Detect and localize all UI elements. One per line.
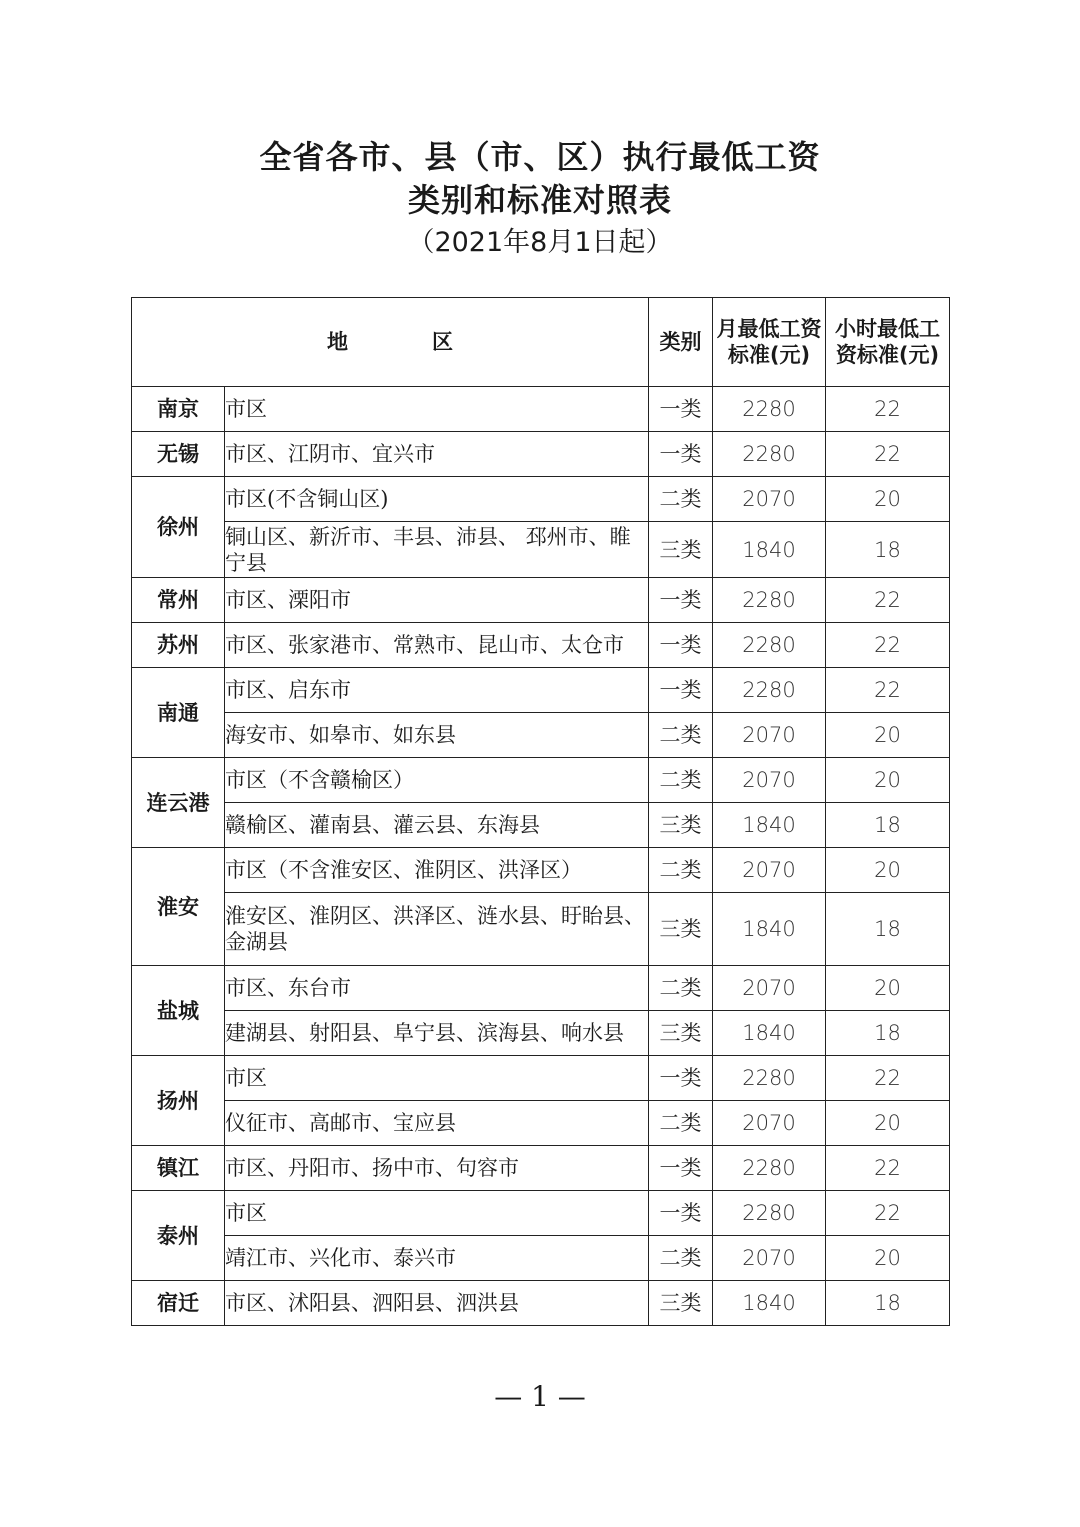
category-cell: 二类 (649, 966, 713, 1011)
category-cell: 三类 (649, 803, 713, 848)
area-cell: 市区（不含淮安区、淮阴区、洪泽区） (225, 848, 649, 893)
hourly-wage-cell: 22 (826, 432, 950, 477)
hourly-wage-cell: 18 (826, 1011, 950, 1056)
monthly-wage-cell: 2070 (713, 848, 826, 893)
hourly-wage-cell: 22 (826, 387, 950, 432)
area-cell: 海安市、如皋市、如东县 (225, 713, 649, 758)
monthly-wage-cell: 2070 (713, 966, 826, 1011)
monthly-wage-cell: 1840 (713, 893, 826, 966)
table-row (132, 1011, 950, 1056)
area-cell: 市区、丹阳市、扬中市、句容市 (225, 1146, 649, 1191)
monthly-wage-cell: 1840 (713, 803, 826, 848)
monthly-wage-cell: 2280 (713, 668, 826, 713)
category-cell: 二类 (649, 1236, 713, 1281)
area-cell: 仪征市、高邮市、宝应县 (225, 1101, 649, 1146)
document-title-line-1: 全省各市、县（市、区）执行最低工资 (259, 138, 821, 176)
monthly-wage-cell: 1840 (713, 1281, 826, 1326)
table-header-row (132, 298, 950, 387)
table-row (132, 758, 950, 803)
table-row (132, 522, 950, 578)
table-row (132, 387, 950, 432)
category-cell: 一类 (649, 578, 713, 623)
area-cell: 市区、沭阳县、泗阳县、泗洪县 (225, 1281, 649, 1326)
hourly-wage-cell: 18 (826, 893, 950, 966)
area-cell: 淮安区、淮阴区、洪泽区、涟水县、盱眙县、金湖县 (225, 893, 649, 966)
table-row (132, 713, 950, 758)
header-category: 类别 (649, 298, 713, 387)
table-row (132, 803, 950, 848)
hourly-wage-cell: 22 (826, 1056, 950, 1101)
hourly-wage-cell: 18 (826, 803, 950, 848)
monthly-wage-cell: 1840 (713, 522, 826, 578)
city-name-cell: 盐城 (132, 966, 225, 1056)
category-cell: 二类 (649, 1101, 713, 1146)
table-row (132, 1101, 950, 1146)
hourly-wage-cell: 20 (826, 713, 950, 758)
area-cell: 市区(不含铜山区) (225, 477, 649, 522)
hourly-wage-cell: 22 (826, 578, 950, 623)
category-cell: 三类 (649, 1281, 713, 1326)
table-row (132, 578, 950, 623)
monthly-wage-cell: 2070 (713, 758, 826, 803)
table-row (132, 1056, 950, 1101)
category-cell: 三类 (649, 522, 713, 578)
hourly-wage-cell: 18 (826, 522, 950, 578)
city-name-cell: 徐州 (132, 477, 225, 578)
document-title-line-2: 类别和标准对照表 (407, 181, 672, 219)
monthly-wage-cell: 2070 (713, 1236, 826, 1281)
city-name-cell: 宿迁 (132, 1281, 225, 1326)
monthly-wage-cell: 2280 (713, 1191, 826, 1236)
table-row (132, 1281, 950, 1326)
monthly-wage-cell: 2280 (713, 432, 826, 477)
category-cell: 一类 (649, 387, 713, 432)
document-effective-date: （2021年8月1日起） (407, 227, 673, 258)
table-row (132, 477, 950, 522)
table-row (132, 893, 950, 966)
city-name-cell: 无锡 (132, 432, 225, 477)
category-cell: 一类 (649, 1146, 713, 1191)
category-cell: 三类 (649, 1011, 713, 1056)
area-cell: 市区（不含赣榆区） (225, 758, 649, 803)
hourly-wage-cell: 22 (826, 1146, 950, 1191)
hourly-wage-cell: 18 (826, 1281, 950, 1326)
hourly-wage-cell: 20 (826, 1101, 950, 1146)
city-name-cell: 镇江 (132, 1146, 225, 1191)
category-cell: 一类 (649, 432, 713, 477)
hourly-wage-cell: 22 (826, 623, 950, 668)
area-cell: 市区、溧阳市 (225, 578, 649, 623)
area-cell: 市区 (225, 387, 649, 432)
monthly-wage-cell: 2280 (713, 1146, 826, 1191)
area-cell: 市区 (225, 1056, 649, 1101)
monthly-wage-cell: 2280 (713, 1056, 826, 1101)
hourly-wage-cell: 22 (826, 1191, 950, 1236)
city-name-cell: 泰州 (132, 1191, 225, 1281)
minimum-wage-table (131, 297, 950, 1326)
table-row (132, 668, 950, 713)
city-name-cell: 淮安 (132, 848, 225, 966)
monthly-wage-cell: 2070 (713, 713, 826, 758)
hourly-wage-cell: 20 (826, 758, 950, 803)
header-area: 地 区 (132, 298, 649, 387)
table-row (132, 432, 950, 477)
category-cell: 二类 (649, 758, 713, 803)
page-number: — 1 — (494, 1380, 586, 1413)
monthly-wage-cell: 1840 (713, 1011, 826, 1056)
city-name-cell: 连云港 (132, 758, 225, 848)
table-row (132, 966, 950, 1011)
area-cell: 市区、东台市 (225, 966, 649, 1011)
hourly-wage-cell: 22 (826, 668, 950, 713)
table-row (132, 1146, 950, 1191)
category-cell: 二类 (649, 713, 713, 758)
category-cell: 三类 (649, 893, 713, 966)
monthly-wage-cell: 2280 (713, 623, 826, 668)
monthly-wage-cell: 2070 (713, 1101, 826, 1146)
area-cell: 市区 (225, 1191, 649, 1236)
category-cell: 一类 (649, 1056, 713, 1101)
category-cell: 一类 (649, 623, 713, 668)
header-monthly-wage: 月最低工资标准(元) (713, 298, 826, 387)
table-row (132, 623, 950, 668)
area-cell: 赣榆区、灌南县、灌云县、东海县 (225, 803, 649, 848)
header-hourly-wage: 小时最低工资标准(元) (826, 298, 950, 387)
monthly-wage-cell: 2280 (713, 387, 826, 432)
area-cell: 靖江市、兴化市、泰兴市 (225, 1236, 649, 1281)
category-cell: 一类 (649, 668, 713, 713)
area-cell: 建湖县、射阳县、阜宁县、滨海县、响水县 (225, 1011, 649, 1056)
city-name-cell: 苏州 (132, 623, 225, 668)
hourly-wage-cell: 20 (826, 966, 950, 1011)
city-name-cell: 南京 (132, 387, 225, 432)
table-body (132, 387, 950, 1326)
monthly-wage-cell: 2280 (713, 578, 826, 623)
table-row (132, 1191, 950, 1236)
hourly-wage-cell: 20 (826, 477, 950, 522)
table-row (132, 1236, 950, 1281)
category-cell: 二类 (649, 477, 713, 522)
area-cell: 铜山区、新沂市、丰县、沛县、 邳州市、睢宁县 (225, 522, 649, 578)
monthly-wage-cell: 2070 (713, 477, 826, 522)
area-cell: 市区、启东市 (225, 668, 649, 713)
area-cell: 市区、江阴市、宜兴市 (225, 432, 649, 477)
hourly-wage-cell: 20 (826, 1236, 950, 1281)
category-cell: 二类 (649, 848, 713, 893)
city-name-cell: 扬州 (132, 1056, 225, 1146)
area-cell: 市区、张家港市、常熟市、昆山市、太仓市 (225, 623, 649, 668)
category-cell: 一类 (649, 1191, 713, 1236)
table-row (132, 848, 950, 893)
hourly-wage-cell: 20 (826, 848, 950, 893)
city-name-cell: 常州 (132, 578, 225, 623)
city-name-cell: 南通 (132, 668, 225, 758)
